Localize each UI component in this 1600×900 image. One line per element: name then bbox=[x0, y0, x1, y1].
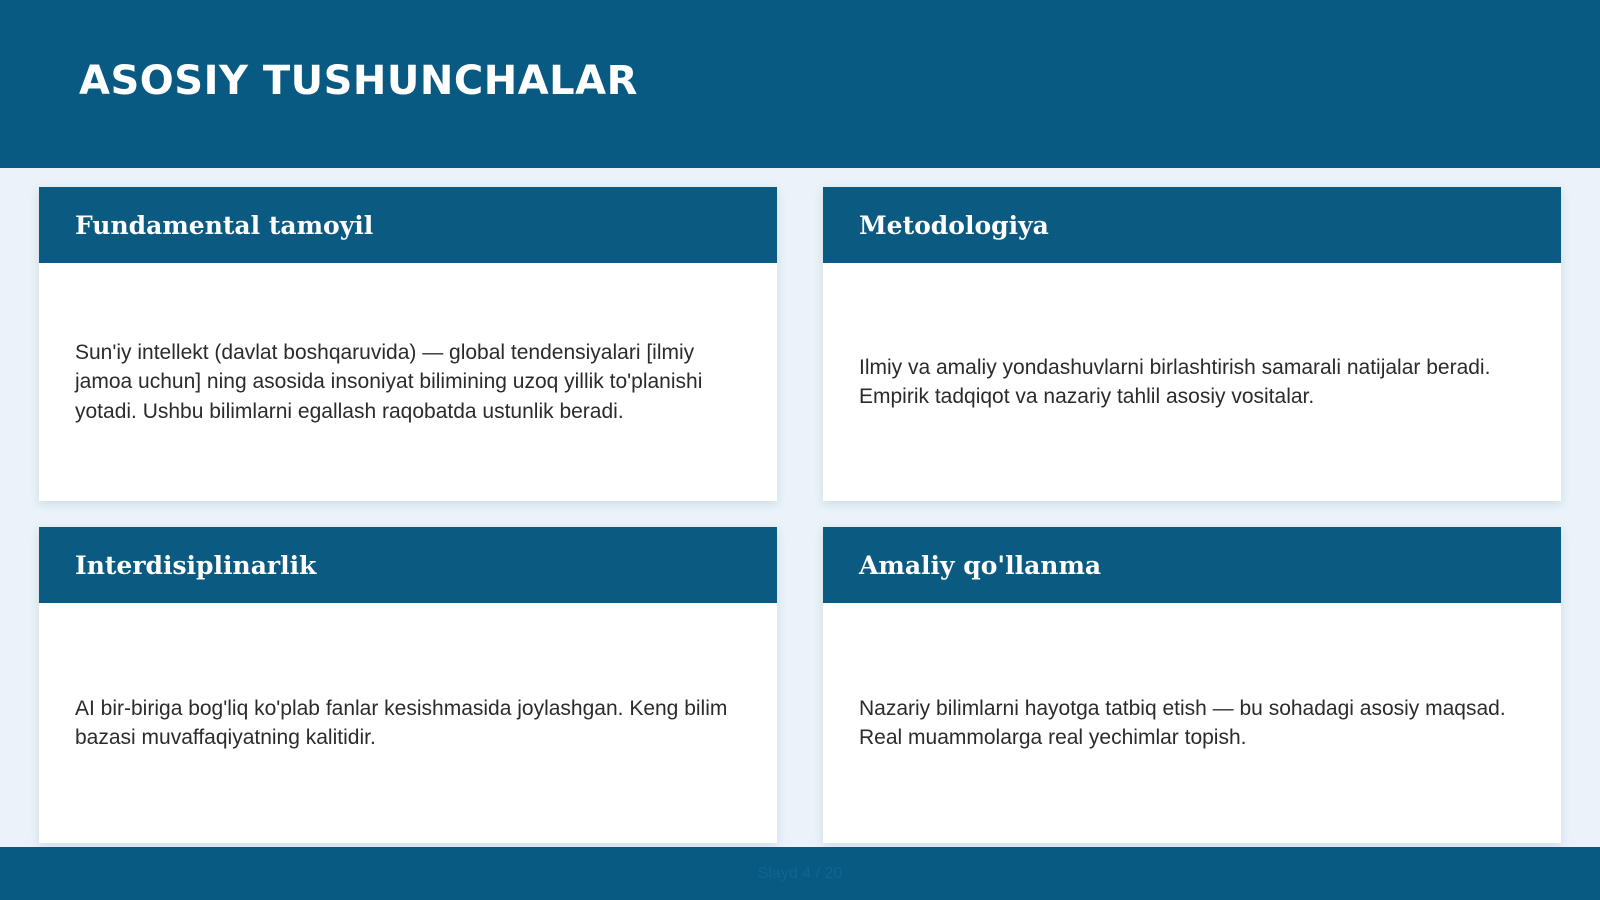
card-text: Ilmiy va amaliy yondashuvlarni birlashtirish samarali natijalar beradi. Empirik tadqiqot va nazariy tahlil asosiy vositalar. bbox=[859, 355, 1491, 408]
card-title: Interdisiplinarlik bbox=[75, 550, 317, 580]
slide-header bbox=[0, 0, 1600, 168]
card-body bbox=[39, 263, 777, 501]
card-title: Metodologiya bbox=[859, 210, 1049, 240]
card-text: AI bir-biriga bog'liq ko'plab fanlar kesishmasida joylashgan. Keng bilim bazasi muvaffaqiyatning kalitidir. bbox=[75, 696, 728, 749]
card-fundamental-tamoyil bbox=[39, 187, 777, 501]
card-amaliy-qollanma bbox=[823, 527, 1561, 843]
page-title: ASOSIY TUSHUNCHALAR bbox=[79, 58, 638, 104]
card-header bbox=[823, 527, 1561, 603]
card-title: Amaliy qo'llanma bbox=[859, 550, 1102, 580]
card-body bbox=[823, 263, 1561, 501]
card-text: Nazariy bilimlarni hayotga tatbiq etish — bu sohadagi asosiy maqsad. Real muammolarga real yechimlar topish. bbox=[859, 696, 1506, 749]
slide-number: Slayd 4 / 20 bbox=[757, 864, 843, 882]
card-metodologiya bbox=[823, 187, 1561, 501]
card-body bbox=[823, 603, 1561, 843]
card-body bbox=[39, 603, 777, 843]
slide-footer bbox=[0, 847, 1600, 900]
card-title: Fundamental tamoyil bbox=[75, 210, 374, 240]
card-header bbox=[823, 187, 1561, 263]
card-header bbox=[39, 527, 777, 603]
card-text: Sun'iy intellekt (davlat boshqaruvida) — global tendensiyalari [ilmiy jamoa uchun] ning asosida insoniyat bilimining uzoq yillik to'planishi yotadi. Ushbu bilimlarni egallash raqobatda ustunlik beradi. bbox=[75, 340, 703, 423]
card-header bbox=[39, 187, 777, 263]
card-interdisiplinarlik bbox=[39, 527, 777, 843]
